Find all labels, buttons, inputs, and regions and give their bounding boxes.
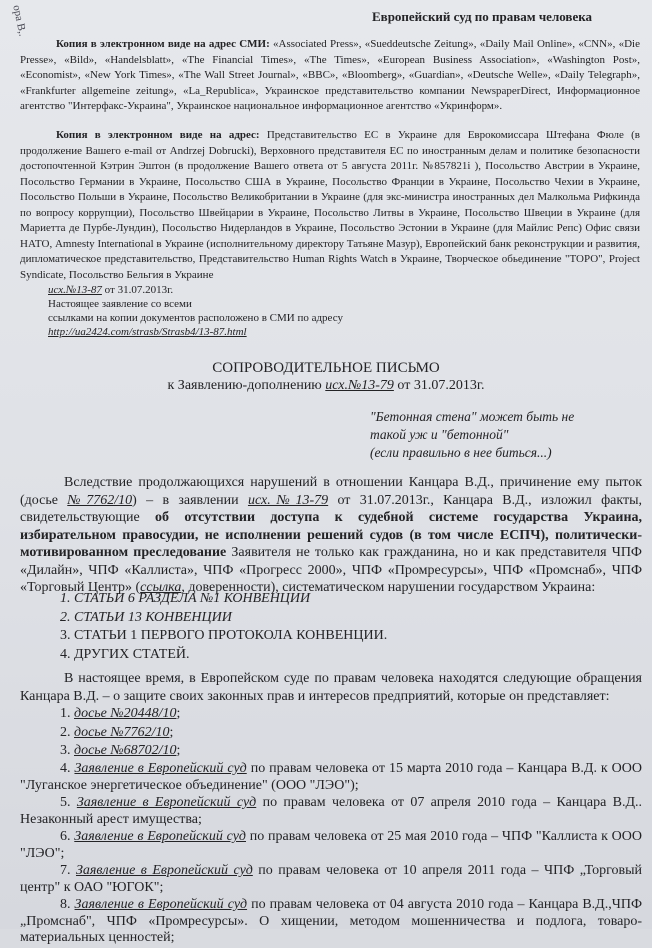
- para-text: Заявителя не только как гражданина, но и как представителя ЧПФ «Дилайн», ЧПФ «Каллиста», ЧПФ «Прогресс 2000», ЧПФ «Промресурсы», ЧПФ «Промснаб», ЧПФ «Торговый Центр» (: [20, 545, 642, 595]
- dossier-link[interactable]: досье №7762/10: [74, 724, 170, 740]
- epigraph-line: такой уж и "бетонной": [370, 427, 509, 442]
- outgoing-date: от 31.07.2013г.: [101, 284, 174, 296]
- violation-item: 3. СТАТЬИ 1 ПЕРВОГО ПРОТОКОЛА КОНВЕНЦИИ.: [60, 628, 388, 643]
- para-text: от 31.07.2013г., Канцара В.Д., изложил факты, свидетельствующие: [20, 492, 643, 525]
- application-text: по правам человека от 25 мая 2010 года – ЧПФ "Каллиста к ООО "ЛЭО";: [20, 829, 642, 861]
- item-punct: ;: [176, 743, 181, 758]
- item-number: 3.: [60, 743, 74, 758]
- letter-title: СОПРОВОДИТЕЛЬНОЕ ПИСЬМО: [212, 360, 440, 376]
- para-text: , доверенности), систематическом нарушении государством Украина:: [181, 580, 596, 595]
- item-number: 5.: [60, 795, 77, 810]
- applications-list: [20, 761, 642, 948]
- application-ref-link[interactable]: исх.№13-79: [247, 492, 329, 508]
- item-number: 1.: [60, 706, 74, 721]
- media-copy-label: Копия в электронном виде на адрес СМИ:: [56, 38, 270, 50]
- dossier-item: [60, 742, 180, 761]
- dossier-link[interactable]: досье №20448/10: [74, 706, 177, 721]
- outgoing-reference: [48, 283, 343, 339]
- media-copy-block: [20, 37, 640, 115]
- dossier-item: [60, 724, 180, 743]
- application-link[interactable]: Заявление в Европейский суд: [74, 897, 248, 912]
- para-text: ) – в заявлении: [132, 492, 248, 508]
- application-text: по правам человека от 07 апреля 2010 года – Канцара В.Д.. Незаконный арест имущества;: [20, 795, 643, 827]
- application-item: [20, 897, 642, 947]
- epigraph: [370, 408, 574, 462]
- application-item: [20, 829, 642, 862]
- document-url-link[interactable]: http://ua2424.com/strasb/Strasb4/13-87.html: [48, 326, 247, 338]
- violation-item: 1. СТАТЬИ 6 РАЗДЕЛА №1 КОНВЕНЦИИ: [60, 591, 311, 606]
- item-punct: ;: [176, 706, 181, 721]
- reference-line-2: Настоящее заявление со всеми: [48, 298, 192, 310]
- dossier-link[interactable]: досье №68702/10: [74, 743, 177, 758]
- para-bold-text: об отсутствии доступа к судебной системе государства Украина, избирательном правосудии, не исполнении решений судов (в том числе ЕСПЧ), политически-мотивированном преследование: [20, 510, 643, 560]
- subtitle-ref-link[interactable]: исх.№13-79: [325, 378, 394, 393]
- reference-line-3: ссылками на копии документов расположено в СМИ по адресу: [48, 312, 343, 324]
- addressee-header: Европейский суд по правам человека: [372, 9, 593, 24]
- outgoing-number[interactable]: исх.№13-87: [48, 284, 102, 296]
- epigraph-line: (если правильно в нее биться...): [370, 445, 552, 460]
- application-text: по правам человека от 10 апреля 2011 года – ЧПФ „Торговый центр" к ОАО "ЮГОК";: [20, 863, 642, 895]
- item-number: 2.: [60, 724, 74, 740]
- address-copy-label: Копия в электронном виде на адрес:: [56, 129, 260, 141]
- violations-list: [60, 590, 387, 664]
- violation-item: 4. ДРУГИХ СТАТЕЙ.: [60, 646, 190, 662]
- application-text: по правам человека от 04 августа 2010 года – Канцара В.Д.,ЧПФ „Промснаб", ЧПФ «Промресурсы». О хищении, методом мошенничества и подлога, товаро-материальных ценностей;: [20, 897, 643, 945]
- dossier-item: [60, 705, 180, 724]
- application-link[interactable]: Заявление в Европейский суд: [75, 863, 253, 878]
- application-item: [20, 863, 642, 896]
- link-reference[interactable]: ссылка: [140, 580, 182, 595]
- application-item: [20, 761, 642, 794]
- item-punct: ;: [169, 724, 174, 740]
- letter-subtitle: [0, 378, 652, 394]
- dossier-link[interactable]: №7762/10: [67, 492, 133, 508]
- subtitle-text: к Заявлению-дополнению: [167, 378, 326, 393]
- application-link[interactable]: Заявление в Европейский суд: [74, 761, 247, 776]
- application-item: [20, 795, 642, 828]
- application-text: по правам человека от 15 марта 2010 года – Канцара В.Д. к ООО "Луганское энергетическое объединение" (ООО "ЛЭО");: [20, 761, 643, 793]
- margin-handwritten-note: ора В,.: [10, 4, 29, 38]
- violation-item: 2. СТАТЬИ 13 КОНВЕНЦИИ: [60, 609, 232, 625]
- item-number: 8.: [60, 897, 75, 912]
- second-paragraph: В настоящее время, в Европейском суде по правам человека находятся следующие обращения Канцара В.Д. – о защите своих законных прав и интересов предприятий, которые он представляет:: [20, 671, 642, 704]
- application-link[interactable]: Заявление в Европейский суд: [76, 795, 257, 810]
- intro-paragraph: [20, 474, 642, 597]
- address-copy-list: Представительство ЕС в Украине для Еврокомиссара Штефана Фюле (в продолжение Вашего e-mail от Andrzej Dobrucki), Верховного представителя ЕС по иностранным делам и политике безопасности достопочтенной Кэтрин Эштон (в продолжение Вашего ответа от 5 августа 2011г. №857821i ), Посольство Австрии в Украине, Посольство Германии в Украине, Посольство США в Украине, Посольство Франции в Украине, Посольство Чехии в Украине, Посольство Польши в Украине, Посольство Великобритании в Украине (для экс-министра иностранных дел Малкольма Рифкинда по вопросу коррупции), Посольство Швейцарии в Украине, Посольство Литвы в Украине, Посольство Швеции в Украине (для Мариетта де Пурбе-Лундин), Посольство Нидерландов в Украине, Посольство Эстонии в Украине (для Майлис Репс) Офис связи НАТО, Amnesty International в Украине (исполнительному директору Татьяне Мазур), Европейский банк реконструкции и развития, дипломатическое представительство, Представительство Human Rights Watch в Украине, Творческое обьединение "ТОРО", Project Syndicate, Посольство Бельгия в Украине: [20, 129, 640, 281]
- item-number: 7.: [60, 863, 76, 878]
- item-number: 6.: [60, 829, 75, 844]
- item-number: 4.: [60, 761, 75, 776]
- media-copy-list: «Associated Press», «Sueddeutsche Zeitung», «Daily Mail Online», «CNN», «Die Presse», «Bild», «Handelsblatt», «The Financial Times», «The Times», «European Business Association», «Washington Post», «Economist», «New York Times», «The Wall Street Journal», «BBC», «Bloomberg», «Guardian», «Deutsche Welle», «Daily Telegraph», «Frankfurter allgemeine zeitung», «La_Republica», Украинское представительство компании NewspaperDirect, Информационное агентство "Интерфакс-Украина", Украинское национальное информационное агентство «Укринформ».: [20, 38, 640, 112]
- subtitle-date: от 31.07.2013г.: [393, 378, 485, 393]
- dossier-list: [60, 705, 180, 761]
- application-link[interactable]: Заявление в Европейский суд: [74, 829, 246, 844]
- address-copy-block: [20, 128, 640, 283]
- epigraph-line: "Бетонная стена" может быть не: [370, 409, 575, 424]
- para-text: Вследствие продолжающихся нарушений в отношении Канцара В.Д., причинение ему пыток (досье: [20, 475, 642, 508]
